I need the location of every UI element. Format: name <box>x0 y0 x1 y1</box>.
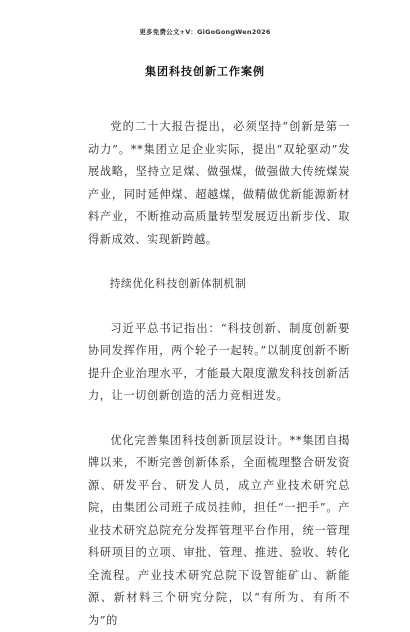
section-heading: 持续优化科技创新体制机制 <box>88 273 350 296</box>
paragraph-intro: 党的二十大报告提出，必须坚持“创新是第一动力”。**集团立足企业实际，提出“双轮驱动”发展战略，坚持立足煤、做强煤，做强做大传统煤炭产业，同时延伸煤、超越煤，做精做优新能源新材料产业，不断推动高质量转型发展迈出新步伐、取得新成效、实现新跨越。 <box>88 116 350 251</box>
document-title: 集团科技创新工作案例 <box>0 63 410 79</box>
header-note: 更多免费公文+V：GiGoGongWen2026 <box>0 27 410 36</box>
document-body <box>88 116 350 632</box>
paragraph-design: 优化完善集团科技创新顶层设计。**集团自揭牌以来，不断完善创新体系，全面梳理整合研发资源、研发平台、研发人员，成立产业技术研究总院，由集团公司班子成员挂帅，担任“一把手”。产业技术研究总院充分发挥管理平台作用，统一管理科研项目的立项、审批、管理、推进、验收、转化全流程。产业技术研究总院下设智能矿山、新能源、新材料三个研究分院，以“有所为、有所不为”的 <box>88 430 350 632</box>
paragraph-quote: 习近平总书记指出：“科技创新、制度创新要协同发挥作用，两个轮子一起转。”以制度创新不断提升企业治理水平，才能最大限度激发科技创新活力，让一切创新创造的活力竞相迸发。 <box>88 318 350 408</box>
